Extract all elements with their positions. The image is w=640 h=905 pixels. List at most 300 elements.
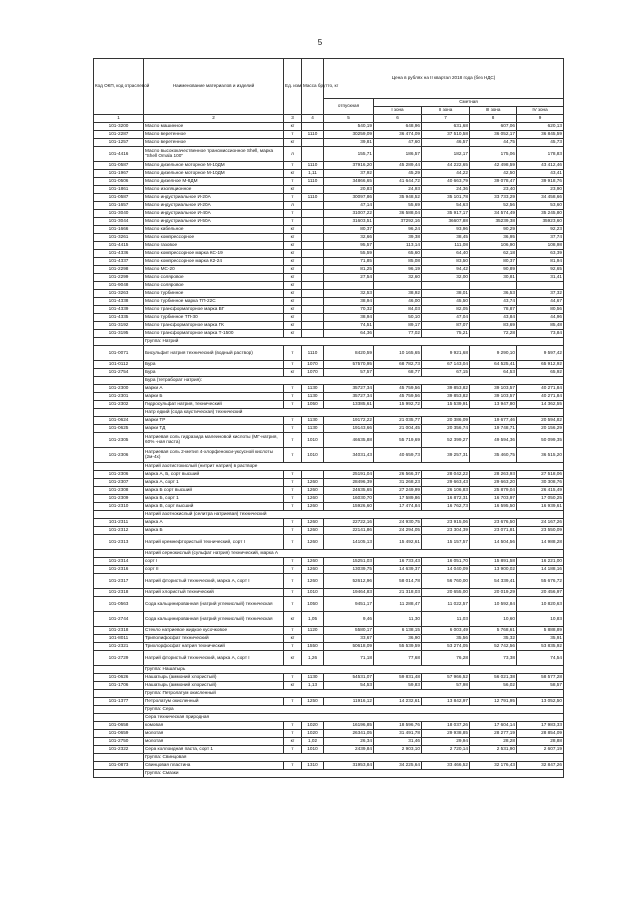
row-code: 101-2309 <box>94 495 144 503</box>
row-unit: л <box>284 202 302 210</box>
row-zone-3: 35,32 <box>470 635 517 643</box>
row-zone-1: 16 733,43 <box>374 558 422 566</box>
row-release-price: 57,57 <box>324 369 374 377</box>
row-zone-2: 67 143,04 <box>422 361 470 369</box>
row-release-price: 30259,09 <box>324 131 374 139</box>
row-release-price: 35727,34 <box>324 393 374 401</box>
table-row <box>94 250 564 258</box>
table-row <box>94 369 564 377</box>
row-zone-2: 38,45 <box>422 234 470 242</box>
row-code: 101-1257 <box>94 139 144 147</box>
row-zone-1: 14 232,61 <box>374 698 422 706</box>
row-release-price: 9,46 <box>324 612 374 627</box>
row-name: Триполифосфат технический <box>144 635 284 643</box>
row-mass: 1130 <box>302 385 324 393</box>
row-code: 101-0625 <box>94 425 144 433</box>
row-zone-4: 39 918,76 <box>517 178 564 186</box>
row-zone-1: 6 138,15 <box>374 627 422 635</box>
group-row <box>94 770 564 778</box>
row-zone-3: 42 498,59 <box>470 162 517 170</box>
row-code: 101-2316 <box>94 566 144 574</box>
row-mass: 1,11 <box>302 170 324 178</box>
row-zone-3: 29 663,20 <box>470 479 517 487</box>
row-name: Трихлорфосфат натрия технический <box>144 643 284 651</box>
row-zone-1: 34 225,64 <box>374 762 422 770</box>
row-release-price: 71,18 <box>324 651 374 666</box>
table-row <box>94 635 564 643</box>
row-zone-3: 106,90 <box>470 242 517 250</box>
row-unit: т <box>284 519 302 527</box>
row-unit: т <box>284 558 302 566</box>
row-code: 101-0587 <box>94 194 144 202</box>
row-name: Нашатырь (аммоний хлористый) <box>144 682 284 690</box>
price-table-body <box>94 123 564 778</box>
row-release-price <box>324 282 374 290</box>
row-unit: т <box>284 218 302 226</box>
row-zone-1: 18 596,76 <box>374 722 422 730</box>
row-zone-1: 50,10 <box>374 314 422 322</box>
row-name: Масло индустриальное И-50А <box>144 218 284 226</box>
row-mass: 1130 <box>302 425 324 433</box>
row-unit: т <box>284 401 302 409</box>
row-mass <box>302 266 324 274</box>
row-zone-1: 31 268,23 <box>374 479 422 487</box>
row-code <box>94 377 144 385</box>
row-mass <box>302 123 324 131</box>
row-unit: т <box>284 566 302 574</box>
row-zone-4: 40 271,84 <box>517 385 564 393</box>
row-zone-2: 94,42 <box>422 266 470 274</box>
row-zone-2: 18 037,26 <box>422 722 470 730</box>
row-zone-4: 73,84 <box>517 330 564 338</box>
row-zone-1: 31,46 <box>374 738 422 746</box>
row-zone-2: 6 003,49 <box>422 627 470 635</box>
row-code: 101-8011 <box>94 635 144 643</box>
row-name: марка А <box>144 519 284 527</box>
row-release-price: 540,19 <box>324 123 374 131</box>
row-zone-3: 23 676,50 <box>470 519 517 527</box>
row-unit: т <box>284 574 302 589</box>
table-row <box>94 448 564 463</box>
table-row <box>94 147 564 162</box>
row-mass <box>302 210 324 218</box>
row-zone-3: 39 103,57 <box>470 393 517 401</box>
row-zone-1: 37292,16 <box>374 218 422 226</box>
row-code <box>94 511 144 519</box>
col-num: 3 <box>284 115 302 123</box>
row-zone-2: 11 022,57 <box>422 597 470 612</box>
row-zone-4: 35 245,80 <box>517 210 564 218</box>
row-release-price: 13385,61 <box>324 401 374 409</box>
row-unit: кг <box>284 170 302 178</box>
row-code: 101-1666 <box>94 226 144 234</box>
table-row <box>94 314 564 322</box>
row-zone-2: 54,63 <box>422 202 470 210</box>
row-code: 101-0659 <box>94 730 144 738</box>
row-zone-4: 9 597,42 <box>517 346 564 361</box>
row-release-price: 26,34 <box>324 738 374 746</box>
row-unit: т <box>284 178 302 186</box>
table-row <box>94 170 564 178</box>
row-unit: т <box>284 131 302 139</box>
row-name: Масло турбинное <box>144 290 284 298</box>
row-zone-3: 42,50 <box>470 170 517 178</box>
table-row <box>94 643 564 651</box>
table-row <box>94 566 564 574</box>
row-release-price: 47,14 <box>324 202 374 210</box>
row-zone-4: 55 676,72 <box>517 574 564 589</box>
row-zone-2: 44,22 <box>422 170 470 178</box>
row-zone-4: 17 983,33 <box>517 722 564 730</box>
row-zone-4: 30 308,76 <box>517 479 564 487</box>
row-release-price: 14105,13 <box>324 535 374 550</box>
row-mass <box>302 186 324 194</box>
row-code <box>94 463 144 471</box>
row-release-price: 25191,04 <box>324 471 374 479</box>
col-num: 6 <box>374 115 422 123</box>
row-release-price: 95,57 <box>324 242 374 250</box>
row-zone-2: 20 386,09 <box>422 417 470 425</box>
row-code: 101-3261 <box>94 234 144 242</box>
header-zone-1: I зона <box>374 107 422 115</box>
row-zone-2: 87,07 <box>422 322 470 330</box>
row-mass <box>302 471 324 479</box>
header-zone-3: III зона <box>470 107 517 115</box>
row-zone-4: 31,41 <box>517 274 564 282</box>
row-zone-4: 50 099,35 <box>517 433 564 448</box>
row-zone-1: 68 782,73 <box>374 361 422 369</box>
row-zone-1: 648,96 <box>374 123 422 131</box>
row-zone-1: 38,92 <box>374 290 422 298</box>
row-release-price: 57570,95 <box>324 361 374 369</box>
row-name: Масло турбинное марка ТП-22С <box>144 298 284 306</box>
row-name: Масло соляровое <box>144 282 284 290</box>
row-release-price: 19143,66 <box>324 425 374 433</box>
row-unit: т <box>284 487 302 495</box>
group-title: Натрий сернокислый (сульфат натрия) технический, марка А <box>144 550 564 558</box>
row-zone-3: 78,87 <box>470 306 517 314</box>
row-zone-3: 19 748,71 <box>470 425 517 433</box>
row-code: 101-0873 <box>94 762 144 770</box>
row-zone-4: 108,98 <box>517 242 564 250</box>
row-release-price: 34031,43 <box>324 448 374 463</box>
row-code <box>94 690 144 698</box>
row-unit: т <box>284 643 302 651</box>
row-code <box>94 770 144 778</box>
row-zone-4: 34 458,66 <box>517 194 564 202</box>
row-name: Масло дизелное М-8ДМ <box>144 178 284 186</box>
row-code <box>94 714 144 722</box>
row-name: Масло газовое <box>144 242 284 250</box>
row-zone-1: 47,60 <box>374 139 422 147</box>
row-zone-2: 76,28 <box>422 651 470 666</box>
header-mass: Масса брутто, кг <box>302 59 324 115</box>
row-zone-3: 20 019,29 <box>470 589 517 597</box>
row-zone-4: 20 156,29 <box>517 425 564 433</box>
row-release-price: 155,71 <box>324 147 374 162</box>
group-title: Группа: Натрий <box>144 338 564 346</box>
row-code: 101-2318 <box>94 627 144 635</box>
row-name: марка Б сорт высший <box>144 487 284 495</box>
row-code: 101-0587 <box>94 162 144 170</box>
row-zone-3: 90,89 <box>470 266 517 274</box>
row-name: Натрий фтористый технический, марка А, сорт I <box>144 651 284 666</box>
row-code <box>94 409 144 417</box>
row-code: 101-4338 <box>94 298 144 306</box>
row-unit: т <box>284 674 302 682</box>
row-zone-2: 67,15 <box>422 369 470 377</box>
row-zone-2: 44 222,65 <box>422 162 470 170</box>
row-code: 101-1967 <box>94 170 144 178</box>
row-release-price: 19172,22 <box>324 417 374 425</box>
row-release-price: 32,66 <box>324 234 374 242</box>
row-name: Масло кабельное <box>144 226 284 234</box>
group-title: Группа: Смазки <box>144 770 564 778</box>
row-release-price: 70,32 <box>324 306 374 314</box>
row-unit: т <box>284 503 302 511</box>
table-row <box>94 226 564 234</box>
row-mass: 1260 <box>302 527 324 535</box>
table-row <box>94 417 564 425</box>
group-row <box>94 377 564 385</box>
col-num: 2 <box>144 115 284 123</box>
row-code: 101-2313 <box>94 535 144 550</box>
row-zone-4: 28 854,09 <box>517 730 564 738</box>
row-zone-2: 35 917,17 <box>422 210 470 218</box>
row-code: 101-2308 <box>94 487 144 495</box>
row-code: 101-2744 <box>94 612 144 627</box>
row-zone-2: 15 539,91 <box>422 401 470 409</box>
row-name: Бура <box>144 369 284 377</box>
col-num: 1 <box>94 115 144 123</box>
row-zone-4: 14 188,16 <box>517 566 564 574</box>
row-name: Масло индустриальное И-20А <box>144 202 284 210</box>
row-unit: т <box>284 495 302 503</box>
row-zone-3: 19 677,46 <box>470 417 517 425</box>
row-code: 101-1706 <box>94 682 144 690</box>
row-unit: кг <box>284 298 302 306</box>
row-release-price: 9451,17 <box>324 597 374 612</box>
row-zone-1: 113,14 <box>374 242 422 250</box>
row-name: сорт I <box>144 558 284 566</box>
row-release-price: 46635,88 <box>324 433 374 448</box>
row-name: Масло МС-20 <box>144 266 284 274</box>
row-zone-1: 40 659,73 <box>374 448 422 463</box>
row-code: 101-4336 <box>94 250 144 258</box>
table-row <box>94 330 564 338</box>
row-name: Петролатум окисленный <box>144 698 284 706</box>
row-mass: 1010 <box>302 433 324 448</box>
row-zone-4: 45,73 <box>517 139 564 147</box>
group-row <box>94 550 564 558</box>
row-zone-1: 46,00 <box>374 298 422 306</box>
row-zone-3: 73,38 <box>470 651 517 666</box>
row-zone-2: 82,05 <box>422 306 470 314</box>
row-mass: 1130 <box>302 417 324 425</box>
row-release-price: 35727,34 <box>324 385 374 393</box>
row-release-price: 27,54 <box>324 274 374 282</box>
group-title: Натр едкий (сода каустическая) технический <box>144 409 564 417</box>
row-zone-3: 36 052,17 <box>470 131 517 139</box>
row-mass: 1070 <box>302 369 324 377</box>
row-zone-1: 59 831,48 <box>374 674 422 682</box>
row-zone-1: 45 289,44 <box>374 162 422 170</box>
row-mass: 1110 <box>302 131 324 139</box>
row-unit: кг <box>284 738 302 746</box>
row-name: Стекло натриевое жидкое кусочковое <box>144 627 284 635</box>
row-release-price: 37,92 <box>324 170 374 178</box>
row-zone-1: 10 165,65 <box>374 346 422 361</box>
row-zone-1: 2 903,10 <box>374 746 422 754</box>
row-mass: 1020 <box>302 722 324 730</box>
row-name: Свинцовая пластина <box>144 762 284 770</box>
row-zone-3: 33 733,29 <box>470 194 517 202</box>
table-row <box>94 186 564 194</box>
row-unit: кг <box>284 290 302 298</box>
row-zone-4: 58 577,28 <box>517 674 564 682</box>
row-zone-4: 65,92 <box>517 369 564 377</box>
table-row <box>94 361 564 369</box>
row-release-price: 71,85 <box>324 258 374 266</box>
row-zone-3: 64 525,41 <box>470 361 517 369</box>
row-release-price: 38,94 <box>324 298 374 306</box>
row-zone-1: 15 492,61 <box>374 535 422 550</box>
row-zone-3: 39 103,57 <box>470 385 517 393</box>
row-zone-2: 182,17 <box>422 147 470 162</box>
row-name: Масло индустриальное И-20А <box>144 194 284 202</box>
row-unit: т <box>284 698 302 706</box>
row-zone-2: 20 356,74 <box>422 425 470 433</box>
row-unit: т <box>284 535 302 550</box>
row-zone-1: 96,24 <box>374 226 422 234</box>
row-mass <box>302 314 324 322</box>
row-zone-4: 58,57 <box>517 682 564 690</box>
row-name: Натриевая соль гидразида малеиновой кислоты (МГ-натрия, 60% -ная паста) <box>144 433 284 448</box>
row-zone-3: 52 742,56 <box>470 643 517 651</box>
row-zone-4: 178,83 <box>517 147 564 162</box>
row-name: марка В, сорт высший <box>144 503 284 511</box>
row-zone-2: 35 101,78 <box>422 194 470 202</box>
row-unit: т <box>284 471 302 479</box>
row-zone-2: 32,00 <box>422 274 470 282</box>
row-zone-1: 11,30 <box>374 612 422 627</box>
row-zone-4: 20 456,97 <box>517 589 564 597</box>
row-zone-2: 83,50 <box>422 258 470 266</box>
row-code: 101-2754 <box>94 369 144 377</box>
table-row <box>94 139 564 147</box>
row-unit: т <box>284 210 302 218</box>
row-mass: 1260 <box>302 503 324 511</box>
row-name: молотая <box>144 730 284 738</box>
row-zone-4: 43 412,46 <box>517 162 564 170</box>
row-code: 101-0506 <box>94 178 144 186</box>
row-code: 101-2306 <box>94 448 144 463</box>
row-zone-3 <box>470 282 517 290</box>
header-zone-4: IV зона <box>517 107 564 115</box>
group-title: Группа: Петролатум окисленный <box>144 690 564 698</box>
row-zone-4: 36 845,59 <box>517 131 564 139</box>
row-unit: т <box>284 722 302 730</box>
row-zone-2: 26 106,83 <box>422 487 470 495</box>
row-zone-1: 32,60 <box>374 274 422 282</box>
table-row <box>94 131 564 139</box>
row-zone-2: 56 760,00 <box>422 574 470 589</box>
row-zone-3: 35 460,75 <box>470 448 517 463</box>
row-zone-4: 44,67 <box>517 298 564 306</box>
row-name: Масло веретенное <box>144 131 284 139</box>
row-zone-3: 35239,38 <box>470 218 517 226</box>
group-row <box>94 511 564 519</box>
row-zone-4: 20 594,82 <box>517 417 564 425</box>
group-row <box>94 338 564 346</box>
row-name: марки ТД <box>144 425 284 433</box>
row-zone-2: 37 510,58 <box>422 131 470 139</box>
row-unit: кг <box>284 274 302 282</box>
row-zone-3: 52,56 <box>470 202 517 210</box>
table-row <box>94 527 564 535</box>
row-zone-3: 13 900,02 <box>470 566 517 574</box>
row-zone-2: 35,56 <box>422 635 470 643</box>
row-mass: 1260 <box>302 487 324 495</box>
row-name: Сода кальцинированная (натрий углекислый) техническая <box>144 597 284 612</box>
row-mass: 1260 <box>302 558 324 566</box>
row-zone-1: 36 588,04 <box>374 210 422 218</box>
row-zone-2: 631,68 <box>422 123 470 131</box>
row-zone-3: 5 768,61 <box>470 627 517 635</box>
row-name: марка Б <box>144 527 284 535</box>
row-mass: 1010 <box>302 589 324 597</box>
row-zone-3: 607,06 <box>470 123 517 131</box>
row-release-price: 54,53 <box>324 682 374 690</box>
row-name: Натрий хлористый технический <box>144 589 284 597</box>
row-unit: кг <box>284 682 302 690</box>
row-zone-2: 29,94 <box>422 738 470 746</box>
row-zone-3: 43,74 <box>470 298 517 306</box>
row-zone-4: 81,94 <box>517 258 564 266</box>
row-name: Сода кальцинированная (натрий углекислый) техническая <box>144 612 284 627</box>
row-code: 101-2322 <box>94 746 144 754</box>
row-code: 101-0112 <box>94 361 144 369</box>
row-zone-4: 5 888,89 <box>517 627 564 635</box>
table-row <box>94 290 564 298</box>
row-zone-1: 35 948,52 <box>374 194 422 202</box>
row-zone-2: 29 938,85 <box>422 730 470 738</box>
row-zone-4: 14 362,55 <box>517 401 564 409</box>
row-code: 101-2312 <box>94 527 144 535</box>
row-zone-4: 44,96 <box>517 314 564 322</box>
row-release-price: 54531,07 <box>324 674 374 682</box>
table-row <box>94 346 564 361</box>
row-zone-2: 40 663,79 <box>422 178 470 186</box>
row-unit: т <box>284 730 302 738</box>
row-name: Натриевая соль 2-метил 4-хлорфенокси-уксусной кислоты (2м-4х) <box>144 448 284 463</box>
row-name: марка Б, сорт 1 <box>144 495 284 503</box>
row-mass: 1110 <box>302 162 324 170</box>
table-row <box>94 519 564 527</box>
row-name: Натрий кремнефтористый технический, сорт I <box>144 535 284 550</box>
row-name: комовая <box>144 722 284 730</box>
row-unit: т <box>284 627 302 635</box>
row-mass: 1070 <box>302 361 324 369</box>
header-price-title: Цена в рублях на II квартал 2018 года (без НДС) <box>324 59 564 99</box>
row-zone-2: 53 274,05 <box>422 643 470 651</box>
row-code: 101-2299 <box>94 274 144 282</box>
row-zone-4: 92,65 <box>517 266 564 274</box>
row-zone-3: 9 290,10 <box>470 346 517 361</box>
table-row <box>94 385 564 393</box>
row-zone-1: 96,19 <box>374 266 422 274</box>
row-code: 101-0626 <box>94 674 144 682</box>
